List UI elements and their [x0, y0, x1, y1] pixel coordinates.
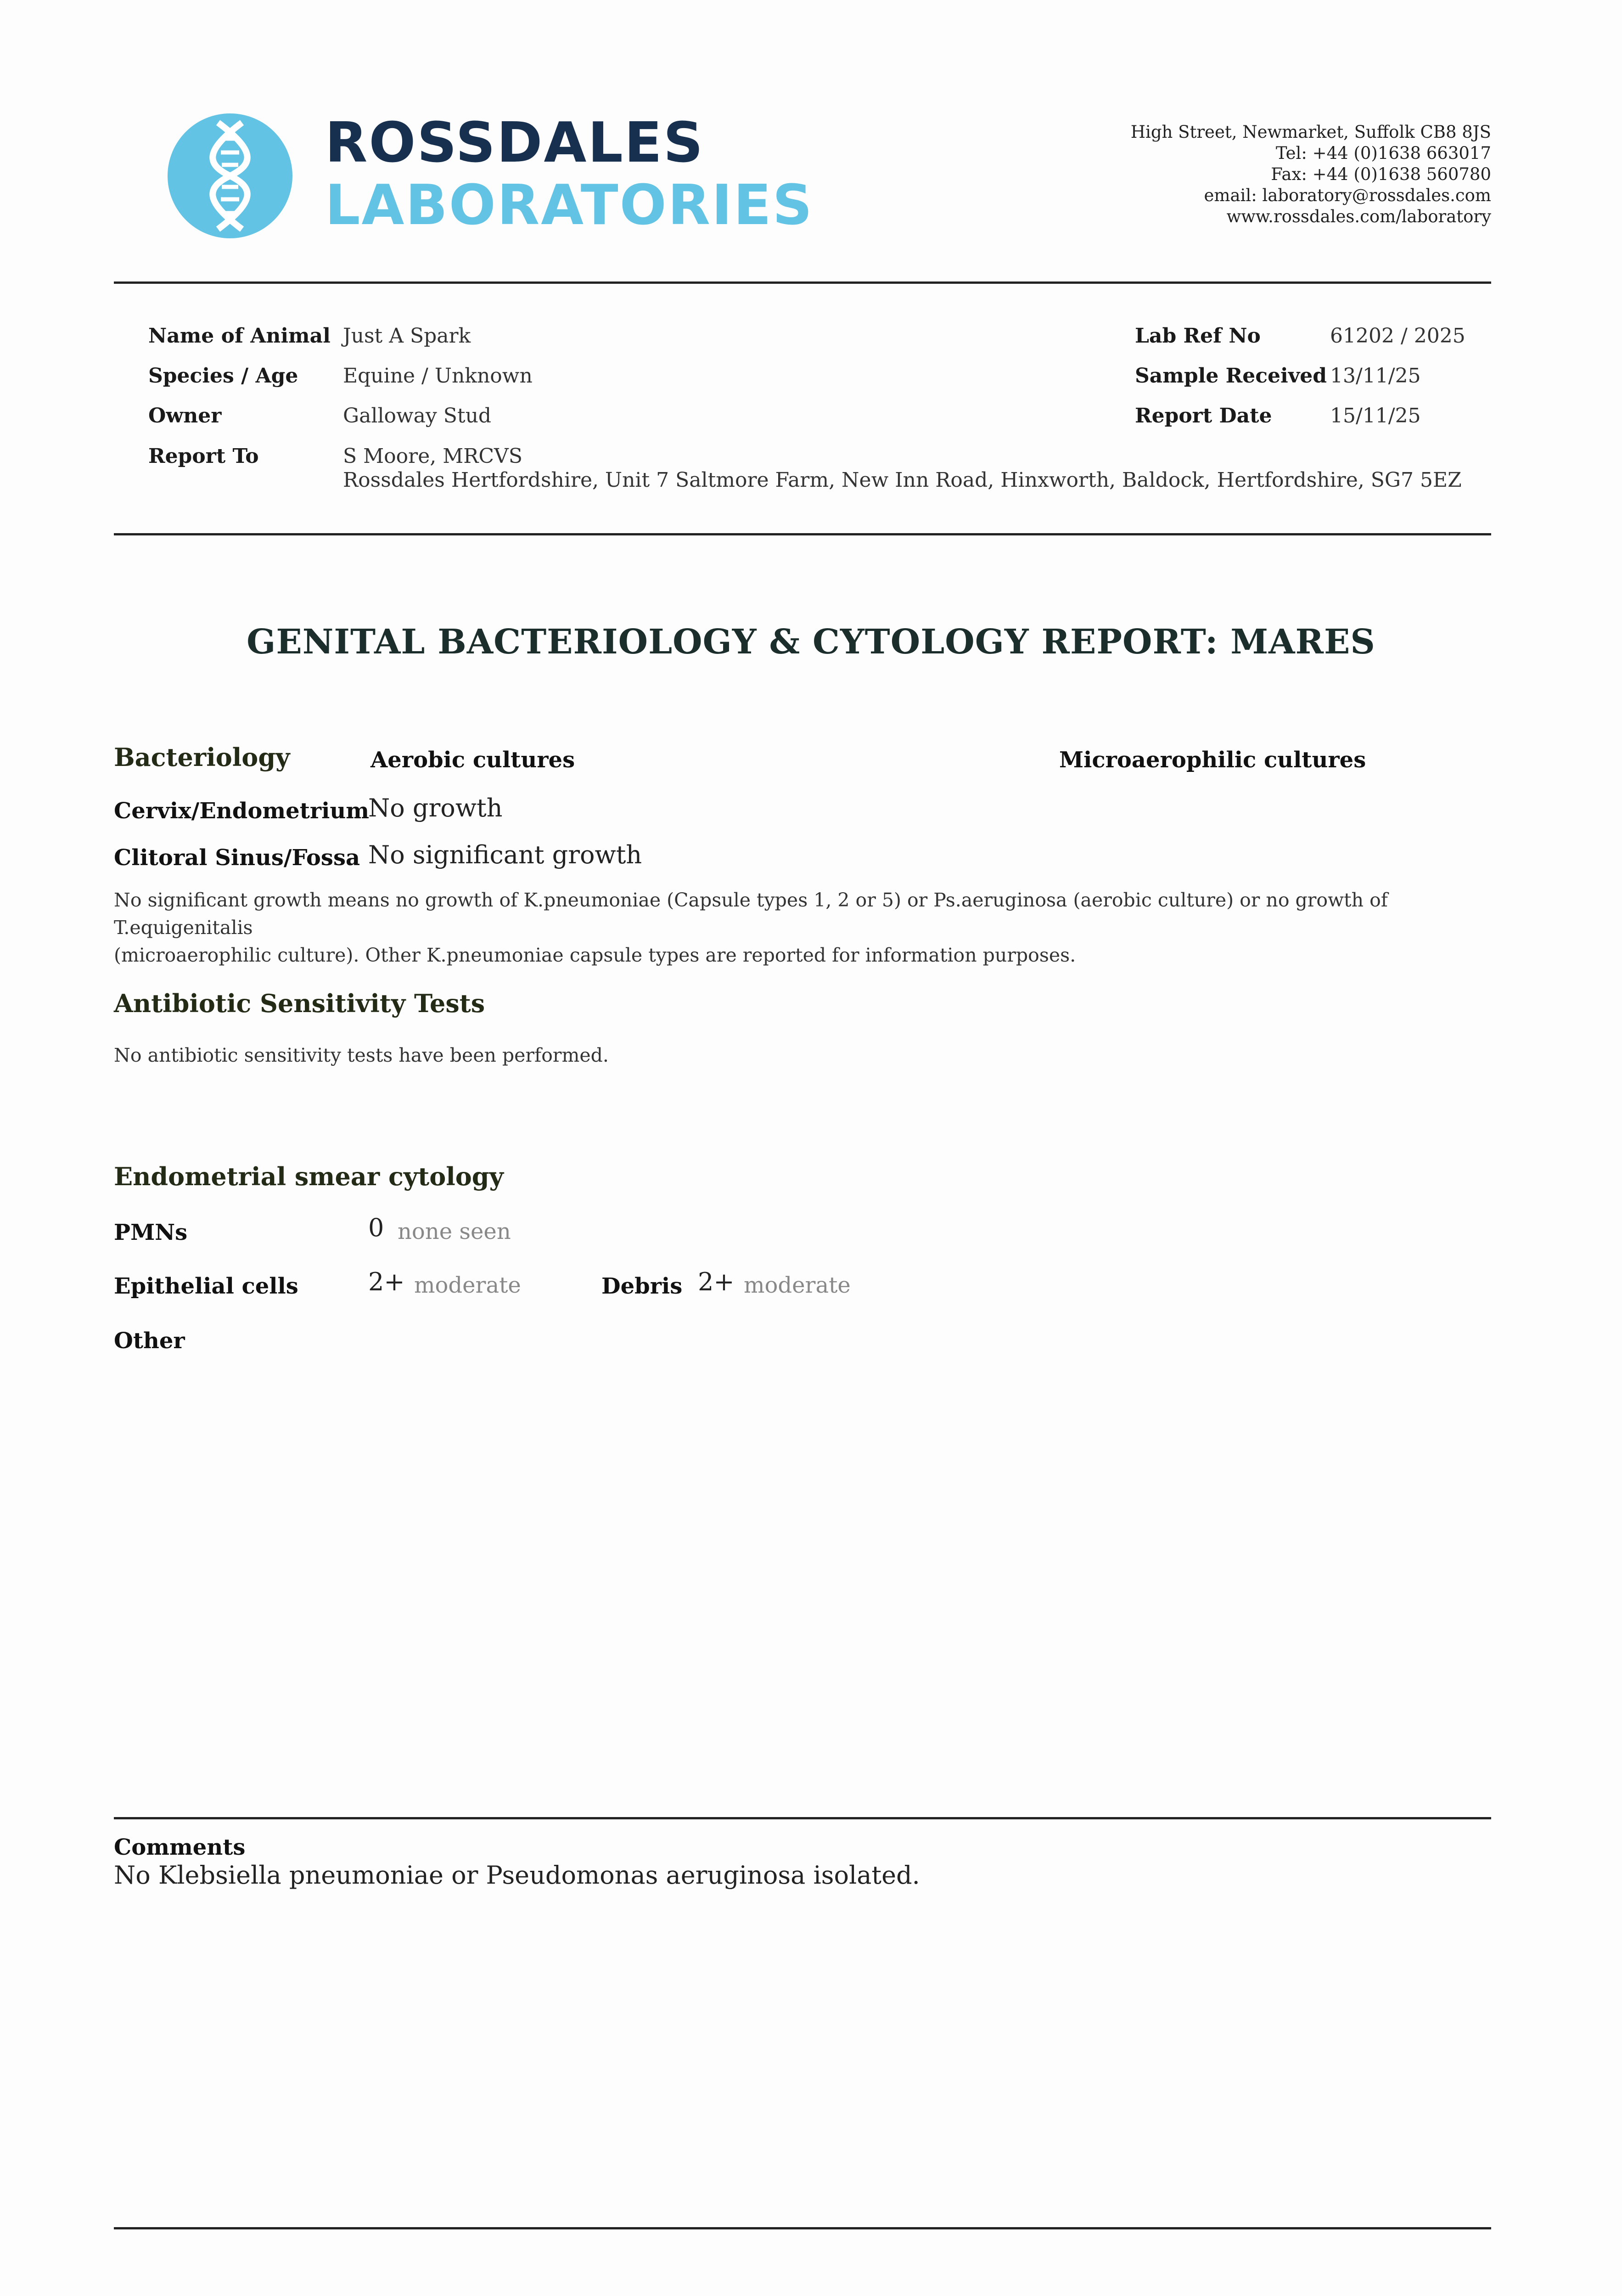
sample-received-label: Sample Received [1135, 364, 1327, 388]
comments-heading: Comments [114, 1835, 246, 1860]
report-to-label: Report To [148, 445, 259, 468]
site-cervix-aerobic-result: No growth [368, 793, 503, 822]
footer-divider [114, 2227, 1491, 2229]
epithelial-label: Epithelial cells [114, 1273, 298, 1299]
debris-description: moderate [744, 1272, 851, 1298]
comments-divider [114, 1817, 1491, 1819]
report-date-label: Report Date [1135, 404, 1272, 428]
lab-ref-label: Lab Ref No [1135, 324, 1261, 348]
brand-name-line1: ROSSDALES [325, 111, 705, 175]
antibiotic-heading: Antibiotic Sensitivity Tests [114, 989, 485, 1018]
pmn-description: none seen [398, 1219, 511, 1244]
epithelial-description: moderate [414, 1272, 521, 1298]
site-clitoral-aerobic-result: No significant growth [368, 840, 642, 869]
report-date-value: 15/11/25 [1330, 404, 1421, 428]
cytology-heading: Endometrial smear cytology [114, 1162, 504, 1191]
site-cervix-label: Cervix/Endometrium [114, 798, 370, 824]
contact-website[interactable]: www.rossdales.com/laboratory [1226, 207, 1491, 226]
contact-email[interactable]: email: laboratory@rossdales.com [1204, 186, 1491, 205]
bacteriology-heading: Bacteriology [114, 743, 290, 772]
debris-label: Debris [601, 1273, 683, 1299]
pmn-label: PMNs [114, 1220, 188, 1245]
microaerophilic-cultures-header: Microaerophilic cultures [1059, 747, 1366, 773]
header-divider [114, 281, 1491, 284]
debris-score: 2+ [698, 1267, 735, 1296]
lab-ref-value: 61202 / 2025 [1330, 324, 1465, 348]
epithelial-score: 2+ [368, 1267, 405, 1296]
sample-received-value: 13/11/25 [1330, 364, 1421, 388]
antibiotic-text: No antibiotic sensitivity tests have been performed. [114, 1044, 609, 1066]
dna-logo-icon [168, 113, 292, 238]
name-label: Name of Animal [148, 324, 331, 348]
species-value: Equine / Unknown [343, 364, 533, 388]
contact-tel: Tel: +44 (0)1638 663017 [1275, 143, 1491, 163]
report-to-value: S Moore, MRCVS [343, 445, 522, 468]
brand-name-line2: LABORATORIES [325, 174, 814, 237]
bacteriology-note-line1: No significant growth means no growth of K.pneumoniae (Capsule types 1, 2 or 5) or Ps.aeruginosa (aerobic culture) or no growth of T.equigenitalis [114, 889, 1388, 939]
info-divider [114, 533, 1491, 535]
bacteriology-note [114, 886, 1496, 969]
comments-text: No Klebsiella pneumoniae or Pseudomonas aeruginosa isolated. [114, 1861, 920, 1890]
bacteriology-note-line2: (microaerophilic culture). Other K.pneumoniae capsule types are reported for information purposes. [114, 944, 1076, 966]
name-value: Just A Spark [343, 324, 471, 348]
owner-label: Owner [148, 404, 222, 428]
owner-value: Galloway Stud [343, 404, 492, 428]
aerobic-cultures-header: Aerobic cultures [370, 747, 575, 773]
contact-address: High Street, Newmarket, Suffolk CB8 8JS [1130, 122, 1491, 142]
report-to-address: Rossdales Hertfordshire, Unit 7 Saltmore Farm, New Inn Road, Hinxworth, Baldock, Hertfordshire, SG7 5EZ [343, 468, 1462, 492]
site-clitoral-label: Clitoral Sinus/Fossa [114, 845, 360, 871]
other-label: Other [114, 1328, 185, 1354]
contact-block [1131, 122, 1491, 227]
contact-fax: Fax: +44 (0)1638 560780 [1271, 164, 1491, 184]
pmn-score: 0 [368, 1213, 384, 1242]
report-title: GENITAL BACTERIOLOGY & CYTOLOGY REPORT: MARES [247, 622, 1375, 662]
species-label: Species / Age [148, 364, 298, 388]
